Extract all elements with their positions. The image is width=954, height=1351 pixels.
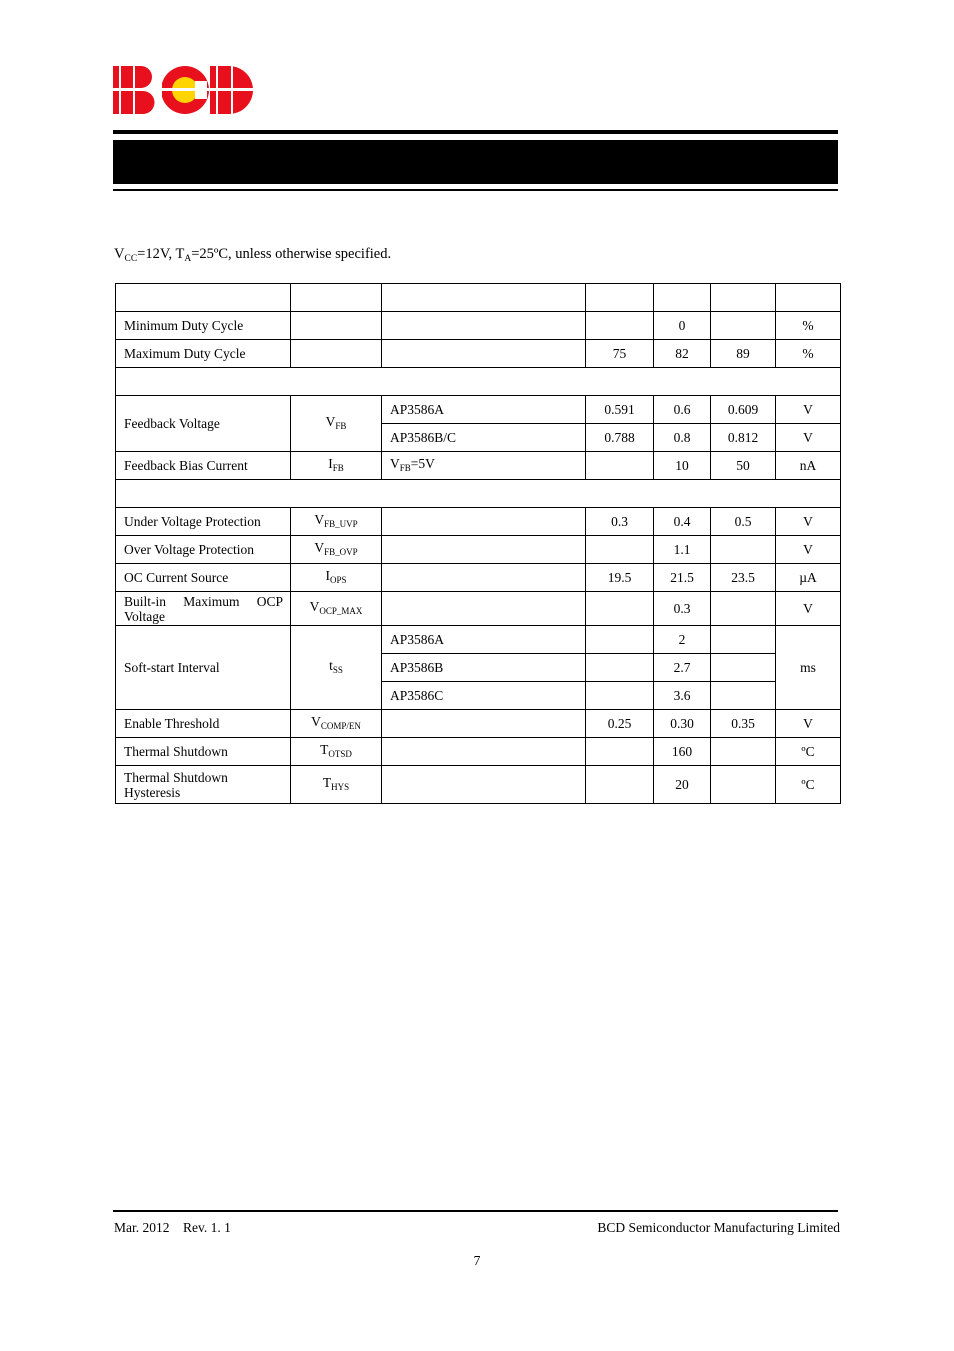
test-conditions: $V_{CC}=12V$, $T_A=25ºC$, unless otherwise specified. <box>114 246 392 264</box>
table-header-row <box>116 284 841 312</box>
bcd-logo <box>113 64 255 116</box>
table-row: Thermal Shutdown $T_{OTSD}$ 160 ºC <box>116 738 841 766</box>
table-row: Feedback Bias Current $I_{FB}$ $V_{FB}=5V$ 10 50 nA <box>116 452 841 480</box>
table-row: Maximum Duty Cycle 75 82 89 % <box>116 340 841 368</box>
table-row: Minimum Duty Cycle 0 % <box>116 312 841 340</box>
table-row: AP3586B 2.7 <box>116 654 841 682</box>
header-rule <box>113 130 838 134</box>
footer-rule <box>113 1210 838 1212</box>
table-row: Enable Threshold $V_{COMP/EN}$ 0.25 0.30 0.35 V <box>116 710 841 738</box>
page-number: 7 <box>473 1253 481 1268</box>
electrical-characteristics-table <box>115 283 841 804</box>
table-row: Thermal Shutdown Hysteresis $T_{HYS}$ 20 ºC <box>116 766 841 804</box>
table-row: Under Voltage Protection $V_{FB\_UVP}$ 0.3 0.4 0.5 V <box>116 508 841 536</box>
table-row: Built-in Maximum OCP Voltage $V_{OCP\_MAX}$ 0.3 V <box>116 592 841 626</box>
table-row: Over Voltage Protection $V_{FB\_OVP}$ 1.1 V <box>116 536 841 564</box>
title-bar <box>113 140 838 184</box>
footer-company: BCD Semiconductor Manufacturing Limited <box>597 1220 840 1235</box>
table-row: Feedback Voltage $V_{FB}$ AP3586A 0.591 0.6 0.609 V <box>116 396 841 424</box>
section-row <box>116 480 841 508</box>
footer-date-rev: Mar. 2012 Rev. 1. 1 <box>114 1220 231 1235</box>
table-row: AP3586B/C 0.788 0.8 0.812 V <box>116 424 841 452</box>
section-row <box>116 368 841 396</box>
header-rule-thin <box>113 189 838 191</box>
table-row: Soft-start Interval $t_{SS}$ AP3586A 2 ms <box>116 626 841 654</box>
table-row: OC Current Source $I_{OPS}$ 19.5 21.5 23.5 µA <box>116 564 841 592</box>
table-row: AP3586C 3.6 <box>116 682 841 710</box>
